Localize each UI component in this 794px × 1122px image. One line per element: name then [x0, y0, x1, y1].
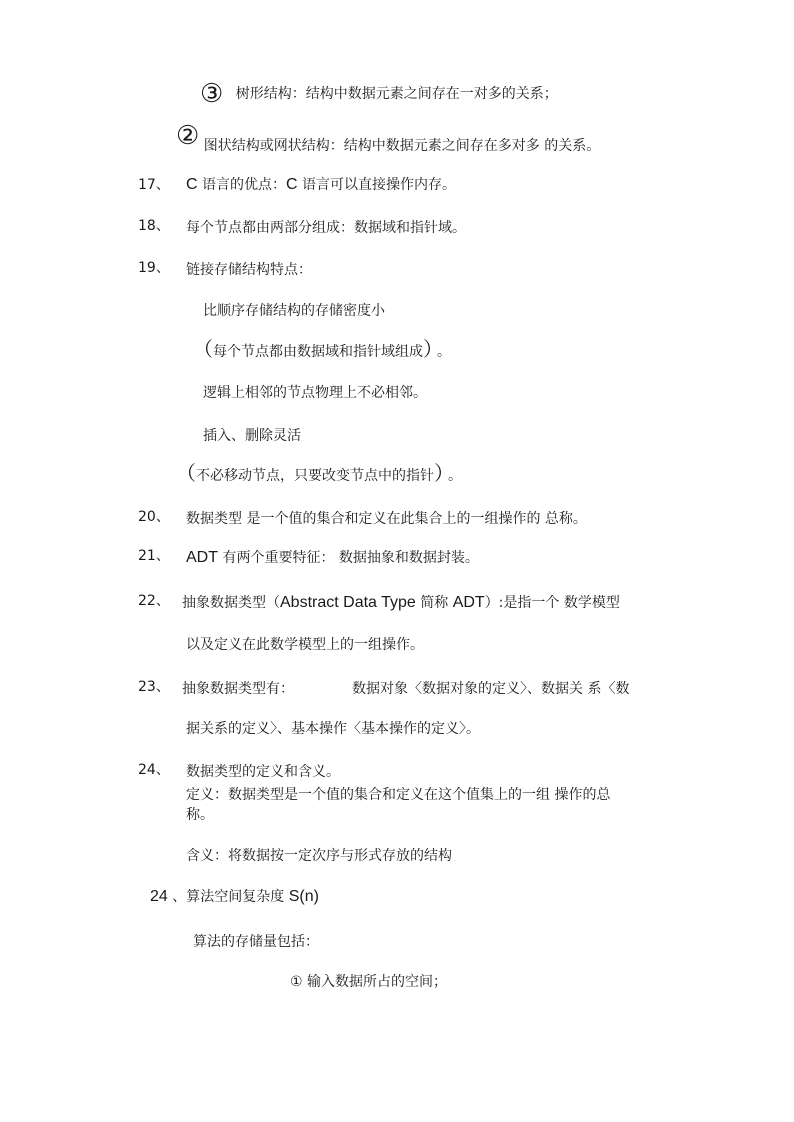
item-23-line-2: 据关系的定义〉、基本操作〈基本操作的定义〉。 — [186, 721, 480, 737]
item-graph-structure — [176, 120, 601, 154]
item-22-number: 22、 — [138, 593, 170, 609]
circled-two-marker: ② — [176, 120, 200, 150]
item-20-text: 数据类型 是一个值的集合和定义在此集合上的一组操作的 总称。 — [186, 511, 587, 527]
item-21-number: 21、 — [138, 548, 170, 564]
item-24-definition-line-1: 定义：数据类型是一个值的集合和定义在这个值集上的一组 操作的总 — [186, 787, 611, 803]
item-19-point-1: 比顺序存储结构的存储密度小 — [203, 303, 385, 319]
item-17-number: 17、 — [138, 177, 170, 193]
item-21-text: ADT 有两个重要特征： 数据抽象和数据封装。 — [186, 549, 479, 566]
item-19-number: 19、 — [138, 260, 170, 276]
graph-structure-text: 图状结构或网状结构：结构中数据元素之间存在多对多 的关系。 — [203, 138, 601, 154]
item-23-number: 23、 — [138, 679, 170, 695]
item-24b-subheading: 算法的存储量包括： — [193, 934, 319, 950]
item-20-number: 20、 — [138, 509, 170, 525]
item-19-point-4: 插入、删除灵活 — [203, 428, 301, 444]
item-24b-heading: 24 、算法空间复杂度 S(n) — [150, 888, 319, 905]
item-tree-structure — [200, 80, 558, 107]
item-19-point-3: 逻辑上相邻的节点物理上不必相邻。 — [203, 385, 427, 401]
item-19-point-5: （不必移动节点，只要改变节点中的指针） 。 — [176, 461, 462, 485]
item-19-text: 链接存储结构特点： — [186, 262, 312, 278]
item-24-definition-line-2: 称。 — [186, 807, 214, 823]
item-24b-list-item-1: ① 输入数据所占的空间； — [290, 974, 448, 990]
item-17-text: C 语言的优点：C 语言可以直接操作内存。 — [186, 176, 457, 193]
item-19-point-2: （每个节点都由数据域和指针域组成） 。 — [193, 337, 451, 361]
circled-one-marker: ① — [290, 974, 303, 990]
item-23-label: 抽象数据类型有： — [182, 681, 294, 697]
item-22-line-2: 以及定义在此数学模型上的一组操作。 — [186, 637, 424, 653]
item-18-text: 每个节点都由两部分组成：数据域和指针域。 — [186, 220, 466, 236]
item-24b-number: 24 — [150, 888, 168, 905]
item-23-text: 数据对象〈数据对象的定义〉、数据关 系〈数 — [352, 681, 630, 697]
item-22-text: 抽象数据类型（Abstract Data Type 简称 ADT）:是指一个 数学模型 — [182, 594, 620, 611]
item-24-meaning: 含义：将数据按一定次序与形式存放的结构 — [186, 848, 452, 864]
item-18-number: 18、 — [138, 218, 170, 234]
item-24-text: 数据类型的定义和含义。 — [186, 764, 340, 780]
tree-structure-text: 树形结构：结构中数据元素之间存在一对多的关系； — [235, 86, 558, 102]
circled-three-marker: ③ — [200, 78, 224, 108]
item-24-number: 24、 — [138, 762, 170, 778]
